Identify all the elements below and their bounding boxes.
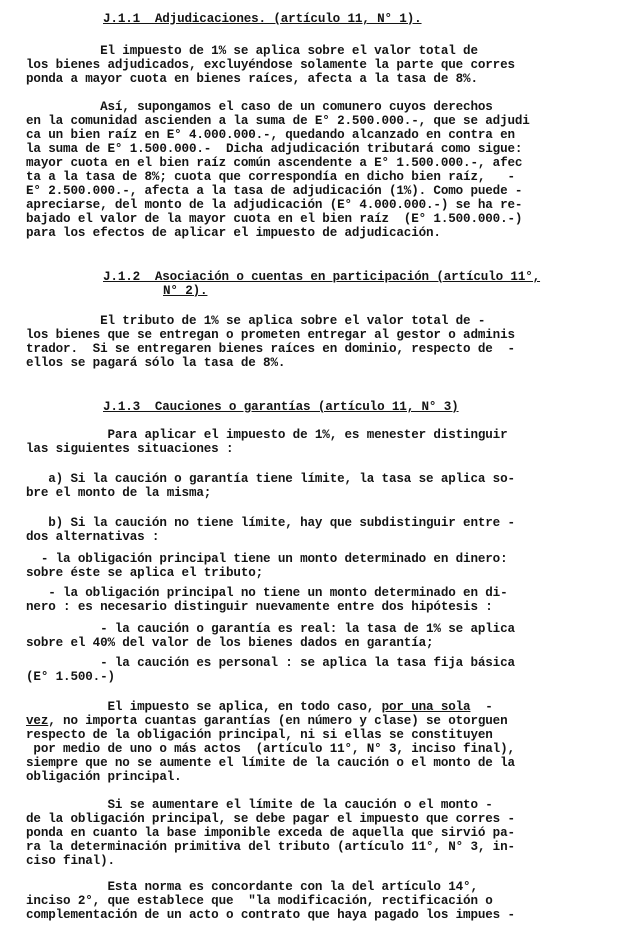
text-line: los bienes adjudicados, excluyéndose solamente la parte que corres: [26, 58, 515, 72]
text-line: de la obligación principal, se debe pagar el impuesto que corres -: [26, 812, 515, 826]
text-line: ellos se pagará sólo la tasa de 8%.: [26, 356, 286, 370]
list-item-a-cont: bre el monto de la misma;: [26, 486, 212, 500]
text-line: complementación de un acto o contrato que haya pagado los impues -: [26, 908, 515, 922]
list-item-b-cont: dos alternativas :: [26, 530, 160, 544]
section-heading-cauciones: J.1.3 Cauciones o garantías (artículo 11, N° 3): [103, 400, 459, 414]
text-line: ciso final).: [26, 854, 115, 868]
alternative-2: - la obligación principal no tiene un monto determinado en di-: [26, 586, 508, 600]
text-line: las siguientes situaciones :: [26, 442, 234, 456]
text-line: Si se aumentare el límite de la caución o el monto -: [26, 798, 493, 812]
text-line: respecto de la obligación principal, ni si ellas se constituyen: [26, 728, 493, 742]
text-segment: -: [470, 700, 493, 714]
list-item-a: a) Si la caución o garantía tiene límite, la tasa se aplica so-: [26, 472, 515, 486]
section-heading-asociacion-cont: N° 2).: [163, 284, 208, 298]
text-line: E° 2.500.000.-, afecta a la tasa de adjudicación (1%). Como puede -: [26, 184, 523, 198]
text-line: inciso 2°, que establece que "la modificación, rectificación o: [26, 894, 493, 908]
hypothesis-real-cont: sobre el 40% del valor de los bienes dados en garantía;: [26, 636, 434, 650]
text-line: bajado el valor de la mayor cuota en el bien raíz (E° 1.500.000.-): [26, 212, 523, 226]
section-heading-adjudicaciones: J.1.1 Adjudicaciones. (artículo 11, N° 1).: [103, 12, 422, 26]
hypothesis-personal: - la caución es personal : se aplica la tasa fija básica: [26, 656, 515, 670]
text-line: trador. Si se entregaren bienes raíces en dominio, respecto de -: [26, 342, 515, 356]
text-line: ponda en cuanto la base imponible exceda de aquella que sirvió pa-: [26, 826, 515, 840]
text-line: apreciarse, del monto de la adjudicación (E° 4.000.000.-) se ha re-: [26, 198, 523, 212]
text-line: Para aplicar el impuesto de 1%, es menester distinguir: [26, 428, 508, 442]
text-line: El impuesto de 1% se aplica sobre el valor total de: [26, 44, 478, 58]
text-line: en la comunidad ascienden a la suma de E° 2.500.000.-, que se adjudi: [26, 114, 530, 128]
text-line: ponda a mayor cuota en bienes raíces, afecta a la tasa de 8%.: [26, 72, 478, 86]
list-item-b: b) Si la caución no tiene límite, hay que subdistinguir entre -: [26, 516, 515, 530]
text-line: mayor cuota en el bien raíz común ascendente a E° 1.500.000.-, afec: [26, 156, 523, 170]
text-line: por medio de uno o más actos (artículo 11°, N° 3, inciso final),: [26, 742, 515, 756]
alternative-1-cont: sobre éste se aplica el tributo;: [26, 566, 264, 580]
text-segment: , no importa cuantas garantías (en número y clase) se otorguen: [48, 714, 508, 728]
text-line: la suma de E° 1.500.000.- Dicha adjudicación tributará como sigue:: [26, 142, 523, 156]
text-line: obligación principal.: [26, 770, 182, 784]
text-line: El tributo de 1% se aplica sobre el valor total de -: [26, 314, 486, 328]
alternative-1: - la obligación principal tiene un monto determinado en dinero:: [26, 552, 508, 566]
text-line: para los efectos de aplicar el impuesto de adjudicación.: [26, 226, 441, 240]
text-line: ta a la tasa de 8%; cuota que correspondía en dicho bien raíz, -: [26, 170, 515, 184]
underlined-phrase: por una sola: [381, 700, 471, 714]
section-heading-asociacion: J.1.2 Asociación o cuentas en participación (artículo 11°,: [103, 270, 541, 284]
text-line: Esta norma es concordante con la del artículo 14°,: [26, 880, 478, 894]
underlined-word: vez: [26, 714, 49, 728]
hypothesis-real: - la caución o garantía es real: la tasa de 1% se aplica: [26, 622, 515, 636]
text-line: [26, 714, 508, 728]
text-line: los bienes que se entregan o prometen entregar al gestor o adminis: [26, 328, 515, 342]
alternative-2-cont: nero : es necesario distinguir nuevamente entre dos hipótesis :: [26, 600, 493, 614]
text-line: Así, supongamos el caso de un comunero cuyos derechos: [26, 100, 493, 114]
text-line: siempre que no se aumente el límite de la caución o el monto de la: [26, 756, 515, 770]
text-line: ca un bien raíz en E° 4.000.000.-, quedando alcanzado en contra en: [26, 128, 515, 142]
text-segment: El impuesto se aplica, en todo caso,: [26, 700, 382, 714]
hypothesis-personal-cont: (E° 1.500.-): [26, 670, 115, 684]
text-line: ra la determinación primitiva del tributo (artículo 11°, N° 3, in-: [26, 840, 515, 854]
text-line: [26, 700, 493, 714]
